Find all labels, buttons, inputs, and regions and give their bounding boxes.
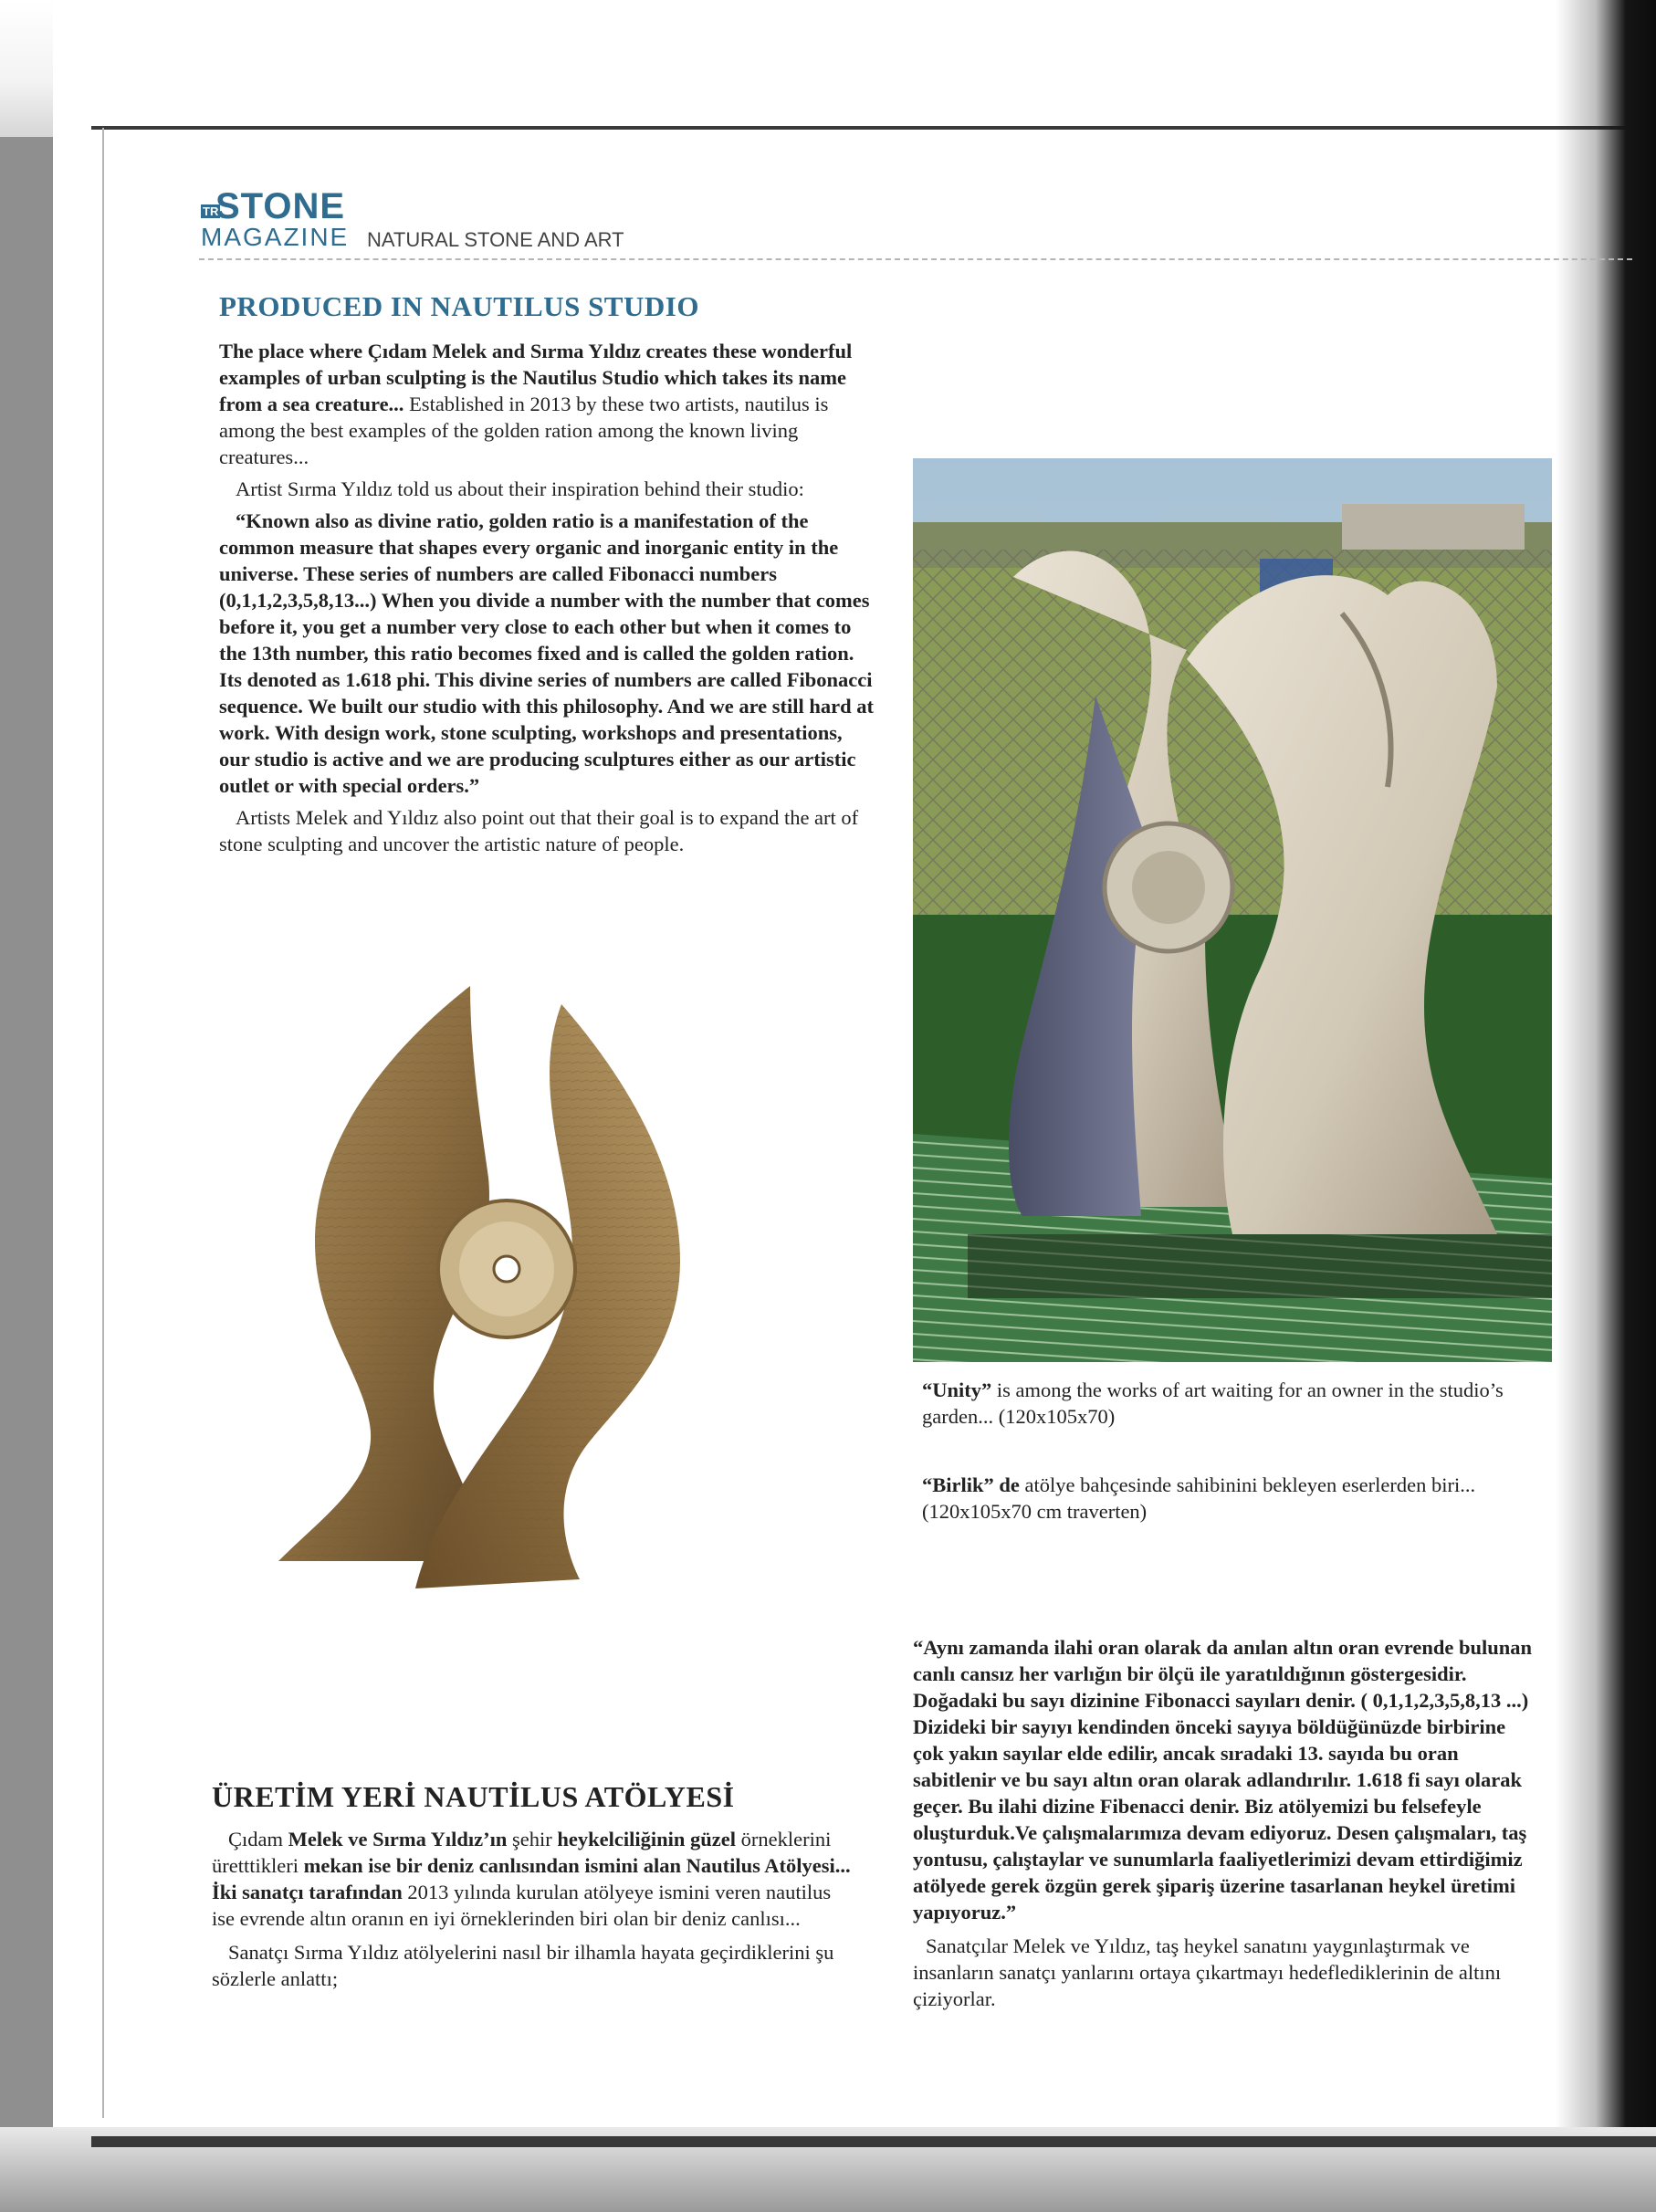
turkish-article-left [212, 1826, 851, 1999]
turkish-heading: ÜRETİM YERİ NAUTİLUS ATÖLYESİ [212, 1780, 735, 1813]
logo-magazine: MAGAZINE [201, 223, 350, 251]
photo-caption-turkish: “Birlik” de atölye bahçesinde sahibinini bekleyen eserlerden biri... (120x105x70 cm traverten) [922, 1473, 1476, 1523]
english-paragraph-2: Artist Sırma Yıldız told us about their inspiration behind their studio: [236, 477, 804, 500]
logo-tr-badge: TR [203, 204, 219, 218]
scan-right-shadow [1556, 0, 1656, 2212]
page-gutter-line [102, 128, 104, 2118]
turkish-paragraph-2: Sanatçı Sırma Yıldız atölyelerini nasıl bir ilhamla hayata geçirdiklerini şu sözlerle anlattı; [212, 1941, 834, 1990]
english-article [219, 338, 876, 863]
turkish-quote: “Aynı zamanda ilahi oran olarak da anılan altın oran evrende bulunan canlı cansız her varlığın bir ölçü ile yaratıldığının göstergesidir. Doğadaki bu sayı dizinine Fibonacci sayıları denir. ( 0,1,1,2,3,5,8,13 ...) Dizideki bir sayıyı kendinden önceki sayıya böldüğünüzde birbirine çok yakın sayılar elde edilir, ancak sıradaki 13. sayıda bu oran sabitlenir ve bu sayı altın oran olarak adlandırılır. 1.618 fi sayı olarak geçer. Bu ilahi dizine Fibenacci denir. Biz atölyemizi bu felsefeyle oluşturduk.Ve çalışmalarımıza devam ediyoruz. Desen çalışmaları, taş yontusu, çalıştaylar ve sunumlarla faaliyetlerimizi devam ettirdiğimiz atölyede gerek özgün gerek şipariş üzerine tasarlanan heykel üretimi yapıyoruz.” [913, 1636, 1533, 1924]
photo-caption-english: “Unity” is among the works of art waiting for an owner in the studio’s garden... (120x105x70) [922, 1379, 1504, 1428]
unity-sculpture-photo [913, 458, 1552, 1362]
logo-stone: STONE [215, 186, 346, 226]
page-top-edge [91, 126, 1656, 130]
birlik-sculpture-photo [260, 968, 753, 1607]
english-heading: PRODUCED IN NAUTILUS STUDIO [219, 290, 699, 322]
english-quote: “Known also as divine ratio, golden ratio is a manifestation of the common measure that shapes every organic and inorganic entity in the universe. These series of numbers are called Fibonacci numbers (0,1,1,2,3,5,8,13...) When you divide a number with the number that comes before it, you get a number very close to each other but when it comes to the 13th number, this ratio becomes fixed and is called the golden ration. Its denoted as 1.618 phi. This divine series of numbers are called Fibonacci sequence. We built our studio with this philosophy. And we are still hard at work. With design work, stone sculpting, workshops and presentations, our studio is active and we are producing sculptures either as our artistic outlet or with special orders.” [219, 509, 875, 797]
english-paragraph-3: Artists Melek and Yıldız also point out that their goal is to expand the art of stone sculpting and uncover the artistic nature of people. [219, 806, 859, 855]
scan-bottom-shadow [0, 2127, 1656, 2212]
turkish-article-right [913, 1634, 1534, 2019]
turkish-paragraph-3: Sanatçılar Melek ve Yıldız, taş heykel sanatını yaygınlaştırmak ve insanların sanatçı yanlarını ortaya çıkartmayı hedeflediklerinin de altını çiziyorlar. [913, 1934, 1502, 2010]
header-tagline: NATURAL STONE AND ART [367, 228, 624, 251]
english-paragraph-1: The place where Çıdam Melek and Sırma Yıldız creates these wonderful examples of urban sculpting is the Nautilus Studio which takes its name from a sea creature... Established in 2013 by these two artists, nautilus is among the best examples of the golden ration among the known living creatures... [219, 340, 853, 468]
header-divider [199, 258, 1632, 260]
turkish-paragraph-1: Çıdam Melek ve Sırma Yıldız’ın şehir heykelciliğinin güzel örneklerini üretttikleri mekan ise bir deniz canlısından ismini alan Nautilus Atölyesi... İki sanatçı tarafından 2013 yılında kurulan atölyeye ismini veren nautilus ise evrende altın oranın en iyi örneklerinden biri olan bir deniz canlısı... [212, 1828, 851, 1930]
